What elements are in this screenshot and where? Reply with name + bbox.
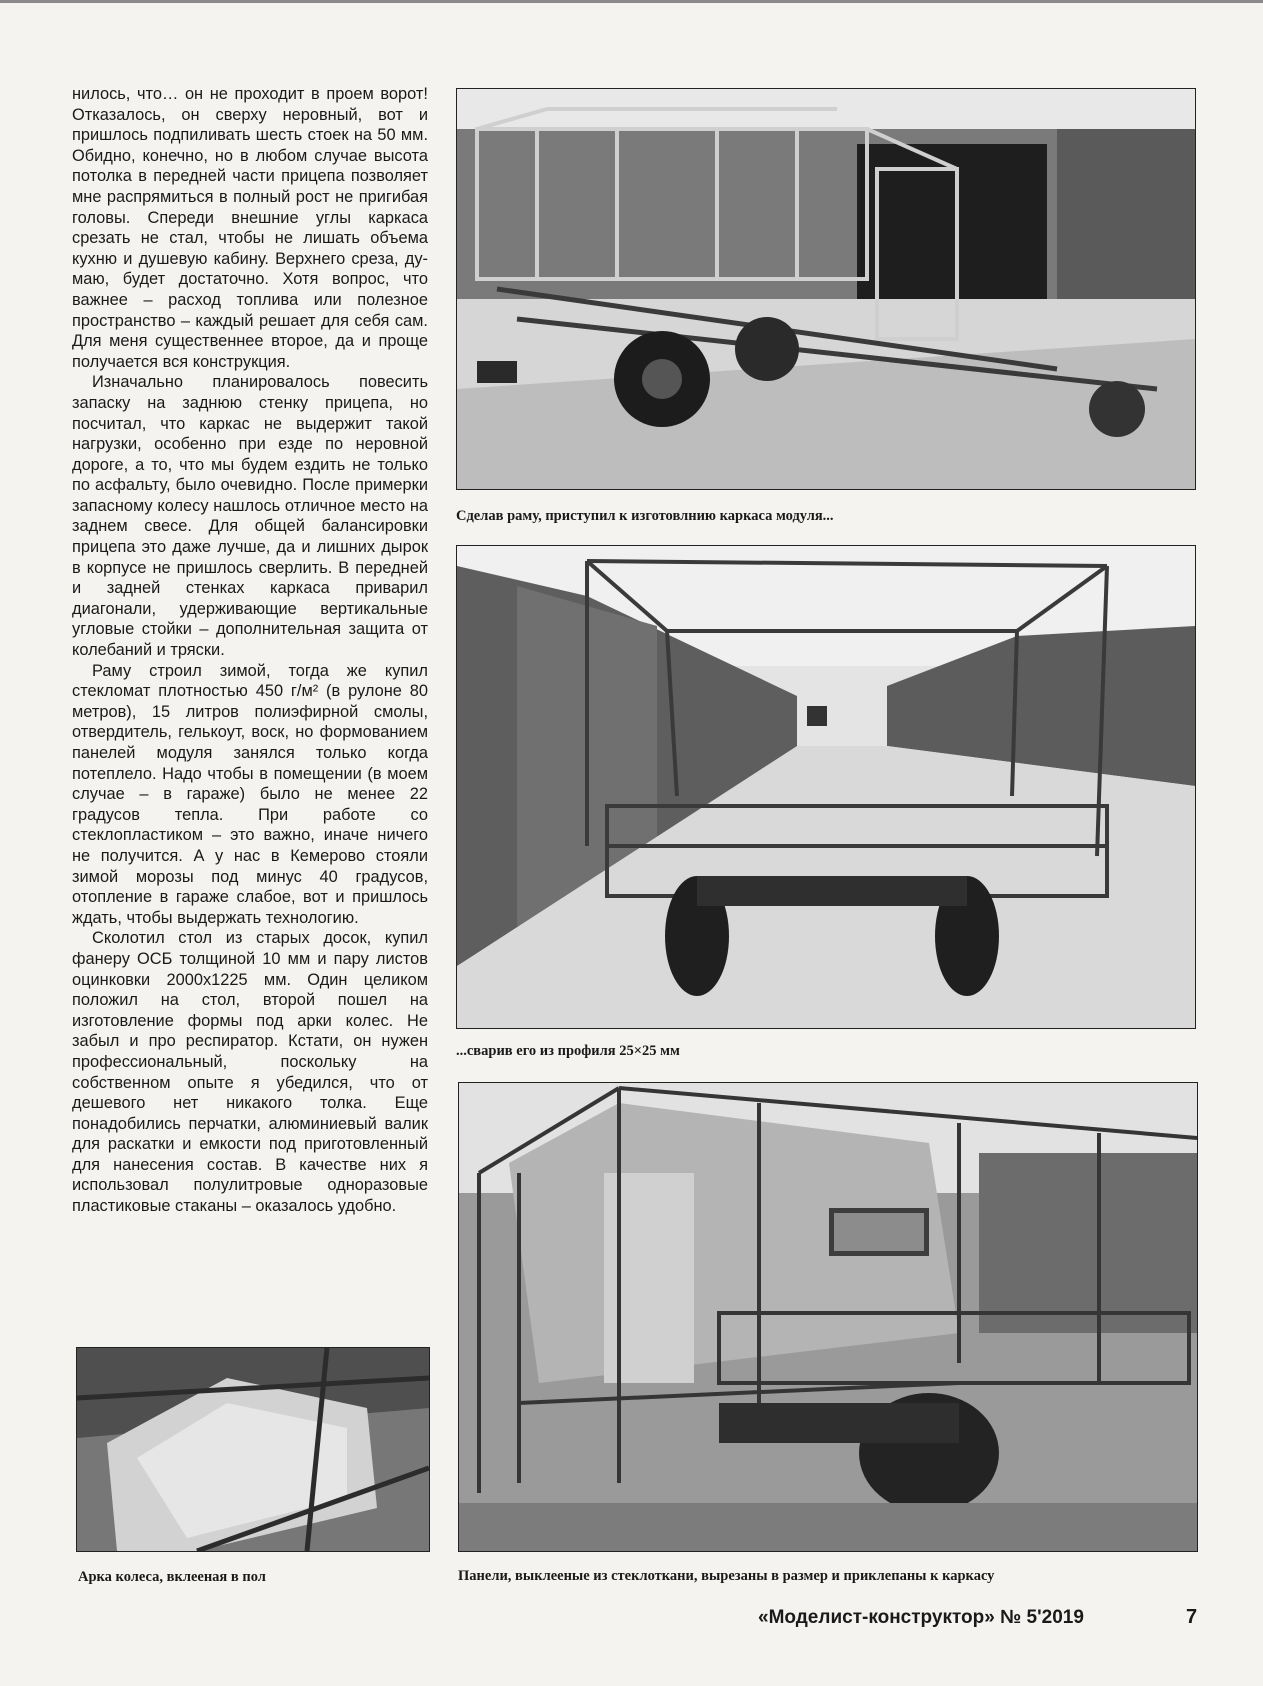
photo-wheel-arch — [76, 1347, 430, 1552]
article-text-column — [72, 84, 428, 1217]
caption-photo2: ...сварив его из профиля 25×25 мм — [456, 1043, 680, 1059]
caption-photo1: Сделав раму, приступил к изготовлнию каркаса модуля... — [456, 508, 834, 524]
photo-frame-alley — [456, 545, 1196, 1029]
page-number: 7 — [1186, 1606, 1198, 1628]
page-top-edge — [0, 0, 1263, 3]
article-paragraph: Изначально планировалось повесить запаску на заднюю стенку прицепа, но посчитал, что каркас не выдержит такой нагрузки, особенно при езде по неровной дороге, а то, что мы будем ездить не только по асфальту, было очевидно. После примерки запасному колесу нашлось отличное место на заднем свесе. Для общей балансировки прицепа это даже лучше, да и лишних дырок в корпусе не пришлось сверлить. В передней и задней стенках каркаса приварил диагонали, удерживающие вертикальные угловые стойки – дополнительная защита от колебаний и тряски. — [72, 373, 428, 660]
article-paragraph: нилось, что… он не проходит в проем ворот! Отказалось, он сверху неровный, вот и пришлось подпиливать шесть стоек на 50 мм. Обидно, конечно, но в любом случае высота потолка в передней части прицепа позволяет мне распрямиться в полный рост не пригибая головы. Спереди внешние углы каркаса срезать не стал, чтобы не лишать объема кухню и душевую кабину. Верхнего среза, думаю, будет достаточно. Хотя вопрос, что важнее – расход топлива или полезное пространство – каждый решает для себя сам. Для меня существеннее второе, да и проще получается вся конструкция. — [72, 85, 428, 371]
caption-photo3: Арка колеса, вклееная в пол — [78, 1569, 266, 1585]
photo-frame-garage — [456, 88, 1196, 490]
magazine-footer-title: «Моделист-конструктор» № 5'2019 — [758, 1607, 1084, 1628]
caption-photo4: Панели, выклееные из стеклоткани, вырезаны в размер и приклепаны к каркасу — [458, 1568, 995, 1584]
photo-panels-frame — [458, 1082, 1198, 1552]
article-paragraph: Раму строил зимой, тогда же купил стекломат плотностью 450 г/м² (в рулоне 80 метров), 15 литров полиэфирной смолы, отвердитель, гелькоут, воск, но формованием панелей модуля занялся только когда потеплело. Надо чтобы в помещении (в моем случае – в гараже) было не менее 22 градусов тепла. При работе со стеклопластиком – это важно, иначе ничего не получится. А у нас в Кемерово стояли зимой морозы под минус 40 градусов, отопление в гараже слабое, вот и пришлось ждать, чтобы выдержать технологию. — [72, 661, 428, 927]
article-paragraph: Сколотил стол из старых досок, купил фанеру ОСБ толщиной 10 мм и пару листов оцинковки 2000х1225 мм. Один целиком положил на стол, второй пошел на изготовление формы под арки колес. Не забыл и про респиратор. Кстати, он нужен профессиональный, поскольку на собственном опыте я убедился, что от дешевого нет никакого толка. Еще понадобились перчатки, алюминиевый валик для раскатки и емкости под приготовленный для нанесения состав. В качестве них я использовал полулитровые одноразовые пластиковые стаканы – оказалось удобно. — [72, 929, 428, 1216]
